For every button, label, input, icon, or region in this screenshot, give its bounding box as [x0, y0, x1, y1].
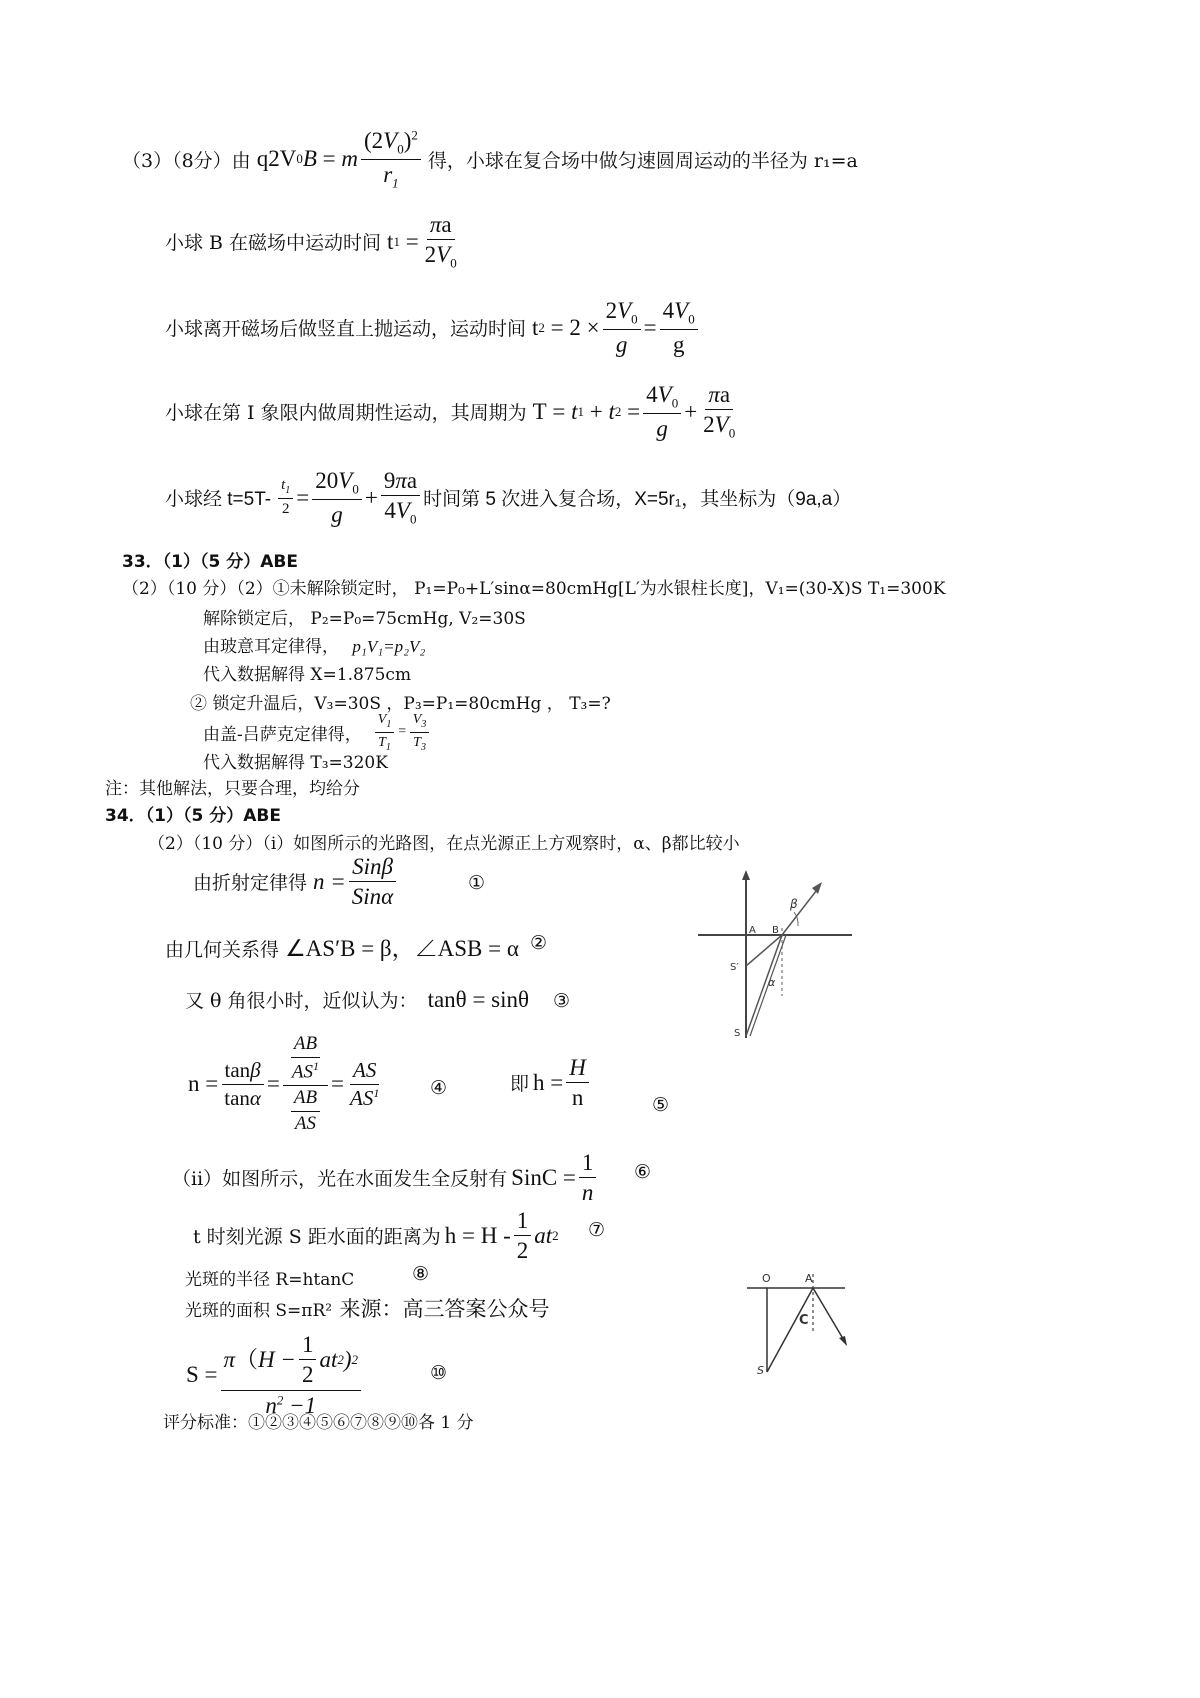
figure1-label-s: S	[734, 1028, 741, 1039]
q32-line5-text-b: 时间第 5 次进入复合场，X=5r₁，其坐标为（9a,a）	[423, 489, 852, 511]
q33-part2-line7: 代入数据解得 T₃=320K	[203, 753, 388, 773]
q32-line1-suffix: 得，小球在复合场中做匀速圆周运动的半径为 r₁=a	[427, 149, 858, 172]
figure2-label-o: O	[762, 1272, 771, 1285]
refraction-law-equation: n = $\frac{\text{Sinβ}}{\text{Sinα}}$	[313, 854, 399, 910]
q32-t2-equation: t 2 = 2 × $\frac{2V_0}{g}$ = $\frac{4V_0}{g}$	[532, 298, 701, 357]
figure1-label-a: A	[749, 925, 756, 936]
spot-radius-line: 光斑的半径 R=htanC	[185, 1270, 355, 1290]
q33-part2-line6	[203, 712, 432, 753]
mark-3: ③	[553, 990, 571, 1012]
mark-2: ②	[530, 932, 548, 954]
q32-line1-prefix: （3）（8分）由	[122, 149, 251, 172]
q32-line1	[122, 128, 858, 191]
q33-heading: 33．（1）（5 分）ABE	[122, 552, 298, 572]
boyle-law-equation: p₁V₁=p₂V₂	[352, 637, 426, 656]
small-angle-equation: tanθ = sinθ	[427, 987, 530, 1012]
total-reflection-figure	[745, 1260, 865, 1378]
q32-lorentz-equation: q2V 0 B = m $\frac{(2V_0)^2}{r_1}$	[257, 128, 424, 191]
spot-area-label: 光斑的面积 S=πR²	[185, 1301, 333, 1321]
h-relation-line	[510, 1055, 592, 1111]
figure2-label-s: S	[757, 1364, 764, 1377]
geometry-label: 由几何关系得	[165, 939, 280, 961]
q33-part2-line4: 代入数据解得 X=1.875cm	[203, 665, 412, 685]
mark-10: ⑩	[430, 1362, 448, 1384]
q32-line4	[165, 382, 741, 441]
refraction-law-label: 由折射定律得	[193, 872, 308, 895]
mark-7: ⑦	[588, 1219, 606, 1241]
figure2-label-c: C	[799, 1313, 809, 1328]
gay-lussac-equation: $\frac{V_1}{T_1}$ = $\frac{V_3}{T_3}$	[372, 712, 433, 753]
figure1-label-beta: β	[790, 897, 798, 911]
small-angle-line	[185, 986, 529, 1013]
distance-line	[193, 1208, 559, 1264]
q32-line4-text: 小球在第 I 象限内做周期性运动，其周期为	[165, 402, 527, 425]
q32-line2-text: 小球 B 在磁场中运动时间	[165, 232, 382, 255]
refraction-law-line	[193, 854, 399, 910]
total-reflection-line	[172, 1150, 599, 1206]
geometry-equation: ∠AS′B = β，∠ASB = α	[285, 936, 519, 961]
watermark: 来源：高三答案公众号	[339, 1297, 550, 1321]
q33-note: 注：其他解法，只要合理，均给分	[105, 779, 360, 799]
refraction-light-path-figure	[690, 868, 860, 1048]
spot-area-equation: S = π （ H − $\frac{1}{2}$ at 2 ) 2 $n^2 -1$	[186, 1332, 364, 1418]
total-reflection-equation: SinC = $\frac{1}{n}$	[511, 1150, 599, 1206]
q32-time-equation: $\frac{t_1}{2}$ = $\frac{20V_0}{g}$ + $\frac{9\pi a}{4V_0}$	[275, 468, 423, 527]
q33-part2-line3	[203, 632, 425, 657]
geometry-line	[165, 930, 519, 963]
q32-period-equation: T = t 1 + t 2 = $\frac{4V_0}{g}$ + $\frac{\pi a}{2V_0}$	[532, 382, 736, 441]
mark-5: ⑤	[652, 1094, 670, 1116]
q34-heading: 34．（1）（5 分）ABE	[105, 806, 281, 826]
n-ratio-equation: n = $\frac{\tan\beta}{\tan\alpha}$ = $\frac{\frac{AB}{AS^1}}{\frac{AB}{AS}}$ = $\frac{AS}{AS^1}$	[188, 1033, 380, 1134]
q32-line2	[165, 212, 463, 271]
q34-part2-intro: （2）（10 分）（ⅰ）如图所示的光路图，在点光源正上方观察时，α、β都比较小	[148, 834, 740, 854]
figure1-label-s-prime: S′	[730, 962, 739, 973]
distance-equation: h = H - $\frac{1}{2}$ at 2	[444, 1208, 559, 1264]
distance-label: t 时刻光源 S 距水面的距离为	[193, 1226, 441, 1249]
mark-4: ④	[430, 1077, 448, 1099]
q32-line5-text-a: 小球经 t=5T-	[165, 489, 272, 511]
h-relation-equation: h = $\frac{H}{n}$	[533, 1055, 592, 1111]
ji-label: 即	[510, 1073, 530, 1096]
figure2-label-a: A	[805, 1272, 813, 1285]
q32-line3-text: 小球离开磁场后做竖直上抛运动，运动时间	[165, 318, 527, 341]
q32-line5	[165, 468, 851, 527]
mark-6: ⑥	[634, 1161, 652, 1183]
gay-lussac-label: 由盖-吕萨克定律得，	[203, 724, 362, 745]
spot-area-line	[185, 1293, 550, 1323]
q33-part2-line1: （2）（10 分）（2）①未解除锁定时， P₁=P₀+L′sinα=80cmHg[L′为水银柱长度]，V₁=(30-X)S T₁=300K	[122, 579, 946, 599]
small-angle-label: 又 θ 角很小时，近似认为：	[185, 990, 418, 1012]
figure1-label-b: B	[772, 925, 779, 936]
q33-part2-line2: 解除锁定后， P₂=P₀=75cmHg, V₂=30S	[203, 609, 526, 629]
q32-line3	[165, 298, 701, 357]
scoring-line: 评分标准：①②③④⑤⑥⑦⑧⑨⑩各 1 分	[163, 1413, 474, 1433]
q32-t1-equation: t 1 = $\frac{\pi a}{2V_0}$	[387, 212, 457, 271]
boyle-law-label: 由玻意耳定律得，	[203, 637, 339, 657]
mark-1: ①	[468, 872, 486, 894]
total-reflection-label: （ⅱ）如图所示，光在水面发生全反射有	[172, 1168, 508, 1191]
mark-8: ⑧	[412, 1263, 430, 1285]
q33-part2-line5: ② 锁定升温后，V₃=30S ，P₃=P₁=80cmHg ， T₃=?	[190, 694, 611, 714]
figure1-label-alpha: α	[768, 976, 776, 989]
